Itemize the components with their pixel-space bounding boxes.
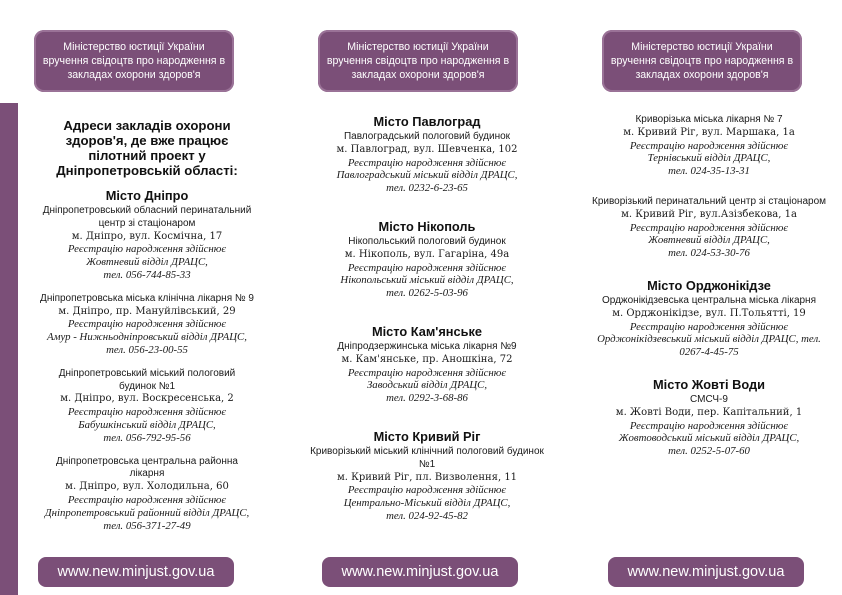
phone-number: тел. 024-35-13-31 [668, 165, 750, 178]
phone-number: тел. 024-53-30-76 [668, 247, 750, 260]
facility-name: Криворізька міська лікарня № 7 [635, 114, 783, 125]
intro-heading: Адреси закладів охорони здоров'я, де вже працює пілотний проект у Дніпропетровській області: [56, 118, 238, 178]
facility-address: м. Жовті Води, пер. Капітальний, 1 [615, 406, 803, 418]
facility-address: м. Павлоград, вул. Шевченка, 102 [336, 143, 518, 155]
facility-name: Криворізький перинатальний центр зі стаціонаром [592, 195, 826, 207]
registry-department: Центрально-Міський відділ ДРАЦС, [343, 497, 511, 510]
facility-entry [40, 293, 254, 357]
facility-address: м. Кривий Ріг, вул.Азізбекова, 1а [621, 208, 797, 220]
registration-note: Реєстрацію народження здійснює [67, 318, 227, 331]
column-1-header: Міністерство юстиції України вручення свідоцтв про народження в закладах охорони здоров'я [34, 30, 234, 92]
facility-name: Дніпропетровська міська клінічна лікарня № 9 [40, 292, 254, 304]
city-heading: Місто Орджонікідзе [647, 277, 771, 293]
registry-department: Заводський відділ ДРАЦС, [366, 379, 488, 392]
column-2 [296, 0, 558, 595]
column-2-footer-url[interactable]: www.new.minjust.gov.ua [322, 557, 518, 587]
registration-note: Реєстрацію народження здійснює [347, 484, 507, 497]
column-3 [578, 0, 840, 595]
registration-note: Реєстрацію народження здійснює [347, 156, 507, 169]
column-1-content [40, 114, 254, 543]
registry-department: Нікопольський міський відділ ДРАЦС, [340, 274, 514, 287]
registry-department: Павлоградський міський відділ ДРАЦС, [336, 169, 518, 182]
registration-note: Реєстрацію народження здійснює [67, 406, 227, 419]
registry-department: Жовтневий відділ ДРАЦС, [86, 256, 208, 269]
facility-entry [40, 456, 254, 533]
registry-department: Жовтневий відділ ДРАЦС, [648, 234, 770, 247]
facility-name: Павлоградський пологовий будинок [343, 131, 511, 142]
facility-entry [302, 324, 552, 405]
registration-note: Реєстрацію народження здійснює [629, 139, 789, 152]
facility-entry [584, 196, 834, 260]
facility-name: Дніпропетровський обласний перинатальний центр зі стаціонаром [42, 205, 252, 229]
city-heading: Місто Кривий Ріг [373, 428, 481, 444]
city-heading: Місто Павлоград [373, 114, 481, 129]
registry-department: Амур - Нижньодніпровський відділ ДРАЦС, тел. 056-23-00-55 [47, 331, 247, 356]
facility-address: м. Нікополь, вул. Гагаріна, 49а [344, 248, 510, 260]
phone-number: тел. 0232-6-23-65 [386, 182, 468, 195]
phone-number: тел. 056-744-85-33 [103, 268, 191, 281]
registration-note: Реєстрацію народження здійснює [67, 243, 227, 256]
registry-department: Дніпропетровський районний відділ ДРАЦС, тел. 056-371-27-49 [44, 506, 250, 532]
facility-address: м. Кривий Ріг, вул. Маршака, 1а [623, 126, 795, 138]
registry-department: Орджонікідзевський міський відділ ДРАЦС, тел. 0267-4-45-75 [597, 333, 821, 359]
facility-name: Дніпродзержинська міська лікарня №9 [337, 340, 517, 352]
registration-note: Реєстрацію народження здійснює [347, 261, 507, 274]
facility-name: Нікопольський пологовий будинок [348, 235, 506, 247]
facility-entry [584, 278, 834, 359]
facility-address: м. Дніпро, пр. Мануйлівський, 29 [58, 305, 236, 317]
city-heading: Місто Жовті Води [653, 376, 765, 392]
phone-number: тел. 056-792-95-56 [103, 431, 191, 444]
registry-department: Тернівський відділ ДРАЦС, [647, 152, 771, 165]
column-1-footer-url[interactable]: www.new.minjust.gov.ua [38, 557, 234, 587]
facility-entry [40, 188, 254, 282]
facility-entry [584, 377, 834, 458]
city-heading: Місто Дніпро [105, 188, 189, 203]
column-2-content [302, 114, 552, 547]
facility-address: м. Дніпро, вул. Космічна, 17 [71, 230, 223, 242]
facility-address: м. Орджонікідзе, вул. П.Тольятті, 19 [612, 307, 806, 319]
city-heading: Місто Нікополь [378, 218, 476, 234]
phone-number: тел. 0252-5-07-60 [668, 445, 750, 458]
phone-number: тел. 024-92-45-82 [386, 509, 468, 522]
registry-department: Жовтоводський міський відділ ДРАЦС, [618, 432, 800, 445]
column-3-header: Міністерство юстиції України вручення свідоцтв про народження в закладах охорони здоров'я [602, 30, 802, 92]
registration-note: Реєстрацію народження здійснює [67, 493, 227, 506]
registration-note: Реєстрацію народження здійснює [629, 320, 789, 333]
registration-note: Реєстрацію народження здійснює [629, 221, 789, 234]
phone-number: тел. 0262-5-03-96 [386, 287, 468, 300]
facility-name: Дніпропетровська центральна районна лікарня [56, 455, 238, 480]
registration-note: Реєстрацію народження здійснює [347, 366, 507, 379]
facility-name: Орджонікідзевська центральна міська лікарня [601, 294, 816, 306]
facility-entry [302, 219, 552, 300]
facility-entry [302, 114, 552, 195]
phone-number: тел. 0292-3-68-86 [386, 392, 468, 405]
column-3-content [584, 114, 834, 476]
facility-address: м. Дніпро, вул. Холодильна, 60 [65, 481, 229, 493]
city-heading: Місто Кам'янське [371, 323, 483, 339]
facility-name: СМСЧ-9 [690, 393, 728, 405]
facility-entry [584, 114, 834, 178]
facility-name: Криворізький міський клінічний пологовий будинок №1 [310, 445, 544, 470]
facility-address: м. Дніпро, вул. Воскресенська, 2 [60, 393, 234, 405]
registry-department: Бабушкінський відділ ДРАЦС, [78, 418, 216, 431]
facility-entry [302, 429, 552, 523]
facility-address: м. Кривий Ріг, пл. Визволення, 11 [336, 471, 518, 483]
registration-note: Реєстрацію народження здійснює [629, 419, 789, 432]
facility-address: м. Кам'янське, пр. Аношкіна, 72 [341, 353, 513, 365]
column-1 [14, 0, 276, 595]
column-3-footer-url[interactable]: www.new.minjust.gov.ua [608, 557, 804, 587]
facility-entry [40, 368, 254, 445]
column-2-header: Міністерство юстиції України вручення свідоцтв про народження в закладах охорони здоров'я [318, 30, 518, 92]
facility-name: Дніпропетровський міський пологовий будинок №1 [58, 367, 236, 392]
